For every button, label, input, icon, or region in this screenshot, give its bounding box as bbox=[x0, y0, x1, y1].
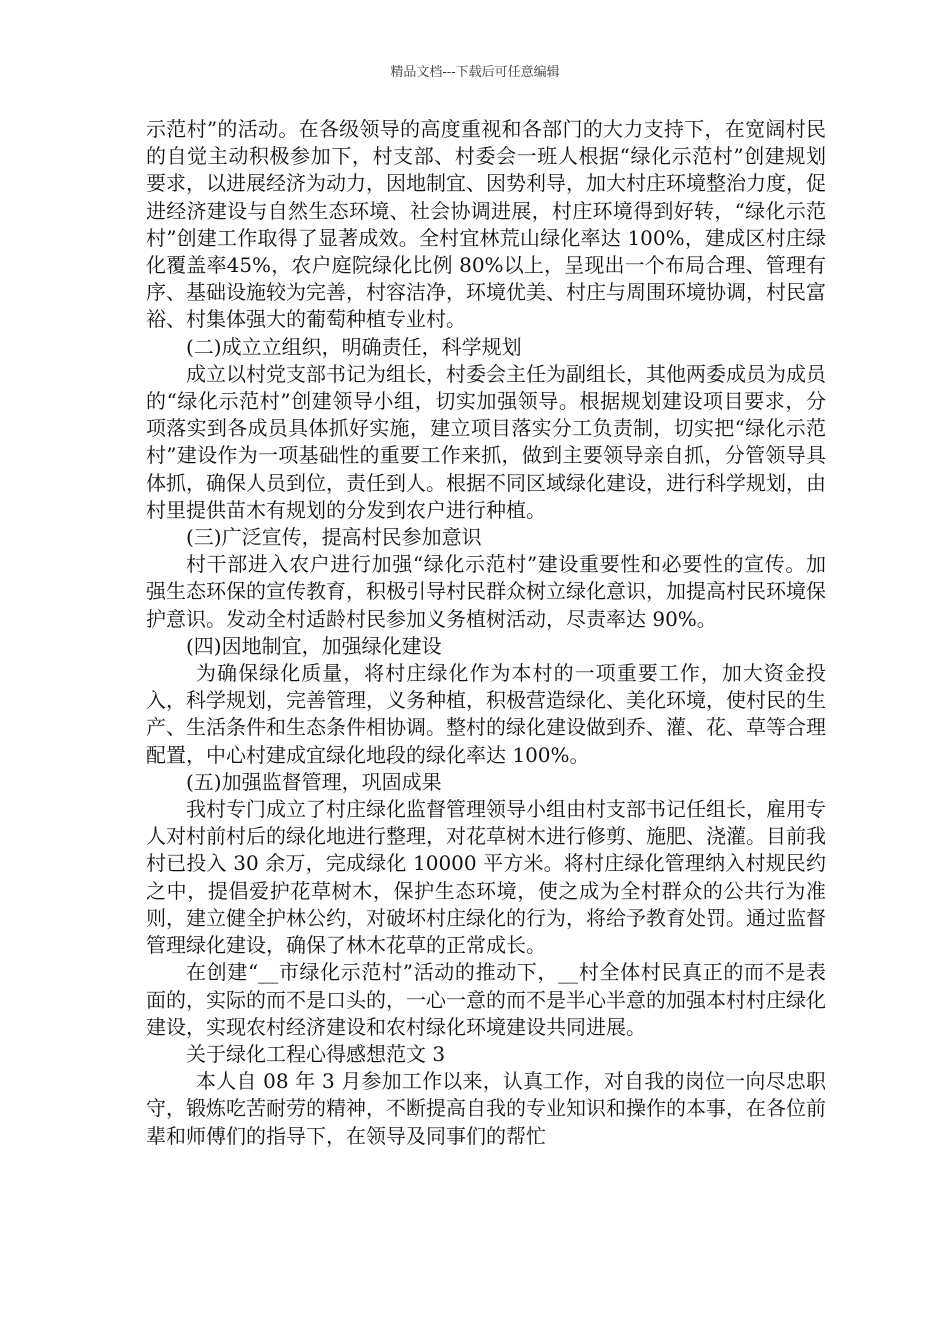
document-body bbox=[146, 116, 826, 1150]
article-title: 关于绿化工程心得感想范文 3 bbox=[186, 1041, 446, 1066]
paragraph-greening: 为确保绿化质量，将村庄绿化作为本村的一项重要工作，加大资金投入，科学规划，完善管理，义务种植，积极营造绿化、美化环境，使村民的生产、生活条件和生态条件相协调。整村的绿化建设做到乔、灌、花、草等合理配置，中心村建成宜绿化地段的绿化率达 100%。 bbox=[146, 661, 826, 767]
section-heading-4: (四)因地制宜，加强绿化建设 bbox=[186, 633, 442, 658]
section-heading-3: (三)广泛宣传，提高村民参加意识 bbox=[186, 525, 482, 550]
paragraph-organization: 成立以村党支部书记为组长，村委会主任为副组长，其他两委成员为成员的“绿化示范村”创建领导小组，切实加强领导。根据规划建设项目要求，分项落实到各成员具体抓好实施，建立项目落实分工负责制，切实把“绿化示范村”建设作为一项基础性的重要工作来抓，做到主要领导亲自抓，分管领导具体抓，确保人员到位，责任到人。根据不同区域绿化建设，进行科学规划，由村里提供苗木有规划的分发到农户进行种植。 bbox=[146, 361, 826, 522]
paragraph-article-start: 本人自 08 年 3 月参加工作以来，认真工作，对自我的岗位一向尽忠职守，锻炼吃苦耐劳的精神，不断提高自我的专业知识和操作的本事，在各位前辈和师傅们的指导下，在领导及同事们的帮忙 bbox=[146, 1069, 826, 1148]
section-heading-5: (五)加强监督管理，巩固成果 bbox=[186, 769, 442, 794]
paragraph-conclusion: 在创建“__市绿化示范村”活动的推动下，__村全体村民真正的而不是表面的，实际的而不是口头的，一心一意的而不是半心半意的加强本村村庄绿化建设，实现农村经济建设和农村绿化环境建设共同进展。 bbox=[146, 960, 826, 1039]
paragraph-publicity: 村干部进入农户进行加强“绿化示范村”建设重要性和必要性的宣传。加强生态环保的宣传教育，积极引导村民群众树立绿化意识，加提高村民环境保护意识。发动全村适龄村民参加义务植树活动，尽责率达 90%。 bbox=[146, 552, 826, 631]
paragraph-supervision: 我村专门成立了村庄绿化监督管理领导小组由村支部书记任组长，雇用专人对村前村后的绿化地进行整理，对花草树木进行修剪、施肥、浇灌。目前我村已投入 30 余万，完成绿化 10000 平方米。将村庄绿化管理纳入村规民约之中，提倡爱护花草树木，保护生态环境，使之成为全村群众的公共行为准则，建立健全护林公约，对破坏村庄绿化的行为，将给予教育处罚。通过监督管理绿化建设，确保了林木花草的正常成长。 bbox=[146, 797, 826, 958]
section-heading-2: (二)成立立组织，明确责任，科学规划 bbox=[186, 334, 522, 359]
page-header: 精品文档---下载后可任意编辑 bbox=[390, 65, 560, 80]
paragraph-intro: 示范村”的活动。在各级领导的高度重视和各部门的大力支持下，在宽阔村民的自觉主动积极参加下，村支部、村委会一班人根据“绿化示范村”创建规划要求，以进展经济为动力，因地制宜、因势利导，加大村庄环境整治力度，促进经济建设与自然生态环境、社会协调进展，村庄环境得到好转，“绿化示范村”创建工作取得了显著成效。全村宜林荒山绿化率达 100%，建成区村庄绿化覆盖率45%，农户庭院绿化比例 80%以上，呈现出一个布局合理、管理有序、基础设施较为完善，村容洁净，环境优美、村庄与周围环境协调，村民富裕、村集体强大的葡萄种植专业村。 bbox=[146, 117, 826, 332]
